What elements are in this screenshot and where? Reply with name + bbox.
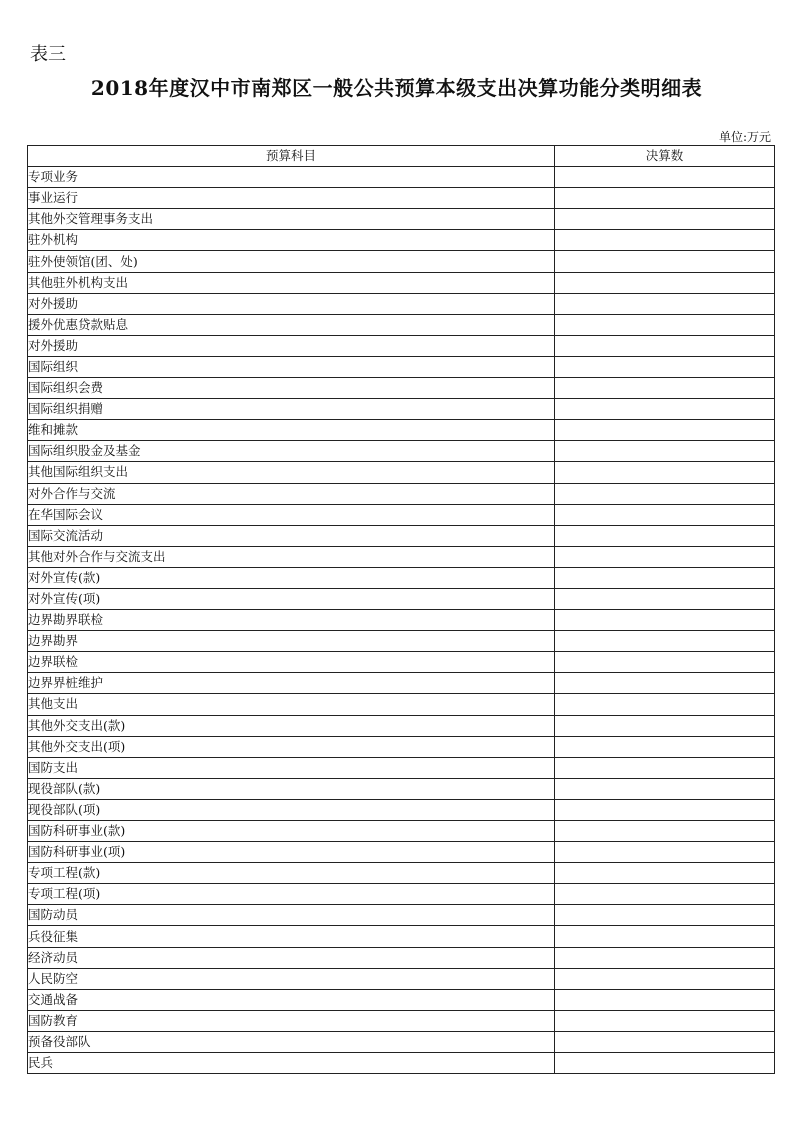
- row-subject: 国防科研事业(款): [28, 821, 555, 842]
- row-subject: 国际组织股金及基金: [28, 441, 555, 462]
- table-row: [28, 567, 775, 588]
- row-subject: 经济动员: [28, 947, 555, 968]
- row-subject: 在华国际会议: [28, 504, 555, 525]
- row-amount: [555, 968, 775, 989]
- table-row: [28, 209, 775, 230]
- row-subject: 对外援助: [28, 293, 555, 314]
- row-subject: 专项业务: [28, 167, 555, 188]
- table-row: [28, 230, 775, 251]
- row-subject: 专项工程(项): [28, 884, 555, 905]
- row-amount: [555, 167, 775, 188]
- row-amount: [555, 588, 775, 609]
- row-amount: [555, 293, 775, 314]
- row-amount: [555, 863, 775, 884]
- row-subject: 其他对外合作与交流支出: [28, 546, 555, 567]
- table-row: [28, 251, 775, 272]
- row-subject: 现役部队(款): [28, 778, 555, 799]
- row-subject: 国际组织: [28, 356, 555, 377]
- table-row: [28, 968, 775, 989]
- row-subject: 边界联检: [28, 652, 555, 673]
- row-amount: [555, 378, 775, 399]
- row-amount: [555, 715, 775, 736]
- row-amount: [555, 1053, 775, 1074]
- row-subject: 其他国际组织支出: [28, 462, 555, 483]
- row-subject: 援外优惠贷款贴息: [28, 314, 555, 335]
- row-amount: [555, 631, 775, 652]
- table-row: [28, 884, 775, 905]
- row-amount: [555, 399, 775, 420]
- row-subject: 边界勘界联检: [28, 610, 555, 631]
- row-amount: [555, 356, 775, 377]
- row-subject: 交通战备: [28, 989, 555, 1010]
- table-row: [28, 420, 775, 441]
- row-amount: [555, 757, 775, 778]
- row-amount: [555, 483, 775, 504]
- row-amount: [555, 567, 775, 588]
- table-row: [28, 293, 775, 314]
- table-row: [28, 441, 775, 462]
- row-subject: 对外宣传(项): [28, 588, 555, 609]
- table-row: [28, 272, 775, 293]
- row-subject: 其他驻外机构支出: [28, 272, 555, 293]
- table-row: [28, 1053, 775, 1074]
- row-amount: [555, 441, 775, 462]
- row-subject: 事业运行: [28, 188, 555, 209]
- row-subject: 民兵: [28, 1053, 555, 1074]
- row-subject: 国际交流活动: [28, 525, 555, 546]
- row-amount: [555, 272, 775, 293]
- row-amount: [555, 209, 775, 230]
- expenditure-table: [27, 145, 775, 1074]
- row-amount: [555, 778, 775, 799]
- row-amount: [555, 989, 775, 1010]
- row-amount: [555, 842, 775, 863]
- table-row: [28, 167, 775, 188]
- column-header-amount: 决算数: [555, 146, 775, 167]
- row-amount: [555, 799, 775, 820]
- row-amount: [555, 230, 775, 251]
- row-amount: [555, 884, 775, 905]
- table-row: [28, 989, 775, 1010]
- row-subject: 预备役部队: [28, 1031, 555, 1052]
- row-subject: 维和摊款: [28, 420, 555, 441]
- table-row: [28, 314, 775, 335]
- row-amount: [555, 736, 775, 757]
- table-row: [28, 947, 775, 968]
- table-row: [28, 335, 775, 356]
- table-row: [28, 356, 775, 377]
- row-subject: 兵役征集: [28, 926, 555, 947]
- table-label: 表三: [30, 44, 66, 65]
- table-row: [28, 378, 775, 399]
- table-row: [28, 483, 775, 504]
- row-amount: [555, 947, 775, 968]
- row-subject: 对外宣传(款): [28, 567, 555, 588]
- table-row: [28, 399, 775, 420]
- row-amount: [555, 652, 775, 673]
- table-row: [28, 842, 775, 863]
- table-row: [28, 546, 775, 567]
- table-row: [28, 1031, 775, 1052]
- table-row: [28, 715, 775, 736]
- table-row: [28, 926, 775, 947]
- table-row: [28, 799, 775, 820]
- row-subject: 现役部队(项): [28, 799, 555, 820]
- table-row: [28, 652, 775, 673]
- table-row: [28, 462, 775, 483]
- table-row: [28, 905, 775, 926]
- row-amount: [555, 314, 775, 335]
- row-subject: 边界界桩维护: [28, 673, 555, 694]
- row-subject: 人民防空: [28, 968, 555, 989]
- table-row: [28, 188, 775, 209]
- table-row: [28, 631, 775, 652]
- table-row: [28, 821, 775, 842]
- row-subject: 边界勘界: [28, 631, 555, 652]
- table-row: [28, 588, 775, 609]
- table-row: [28, 694, 775, 715]
- table-row: [28, 525, 775, 546]
- row-subject: 国防科研事业(项): [28, 842, 555, 863]
- table-row: [28, 610, 775, 631]
- row-amount: [555, 462, 775, 483]
- row-subject: 国际组织捐赠: [28, 399, 555, 420]
- row-subject: 国防教育: [28, 1010, 555, 1031]
- row-amount: [555, 504, 775, 525]
- row-amount: [555, 926, 775, 947]
- row-subject: 驻外使领馆(团、处): [28, 251, 555, 272]
- row-subject: 其他外交支出(项): [28, 736, 555, 757]
- table-body: [28, 167, 775, 1074]
- row-amount: [555, 673, 775, 694]
- row-subject: 驻外机构: [28, 230, 555, 251]
- document-title: 2018年度汉中市南郑区一般公共预算本级支出决算功能分类明细表: [90, 76, 703, 100]
- table-row: [28, 863, 775, 884]
- table-header-row: [28, 146, 775, 167]
- table-row: [28, 736, 775, 757]
- table-row: [28, 1010, 775, 1031]
- row-subject: 其他外交支出(款): [28, 715, 555, 736]
- row-subject: 国防动员: [28, 905, 555, 926]
- column-header-subject: 预算科目: [28, 146, 555, 167]
- row-subject: 国际组织会费: [28, 378, 555, 399]
- row-subject: 对外合作与交流: [28, 483, 555, 504]
- row-amount: [555, 1010, 775, 1031]
- row-amount: [555, 188, 775, 209]
- row-amount: [555, 694, 775, 715]
- table-row: [28, 757, 775, 778]
- row-amount: [555, 1031, 775, 1052]
- row-subject: 专项工程(款): [28, 863, 555, 884]
- row-amount: [555, 546, 775, 567]
- row-subject: 其他支出: [28, 694, 555, 715]
- table-row: [28, 673, 775, 694]
- row-subject: 对外援助: [28, 335, 555, 356]
- row-subject: 其他外交管理事务支出: [28, 209, 555, 230]
- row-amount: [555, 821, 775, 842]
- table-row: [28, 778, 775, 799]
- row-amount: [555, 251, 775, 272]
- row-amount: [555, 610, 775, 631]
- unit-label: 单位:万元: [718, 130, 771, 144]
- row-subject: 国防支出: [28, 757, 555, 778]
- row-amount: [555, 525, 775, 546]
- row-amount: [555, 420, 775, 441]
- row-amount: [555, 335, 775, 356]
- table-row: [28, 504, 775, 525]
- row-amount: [555, 905, 775, 926]
